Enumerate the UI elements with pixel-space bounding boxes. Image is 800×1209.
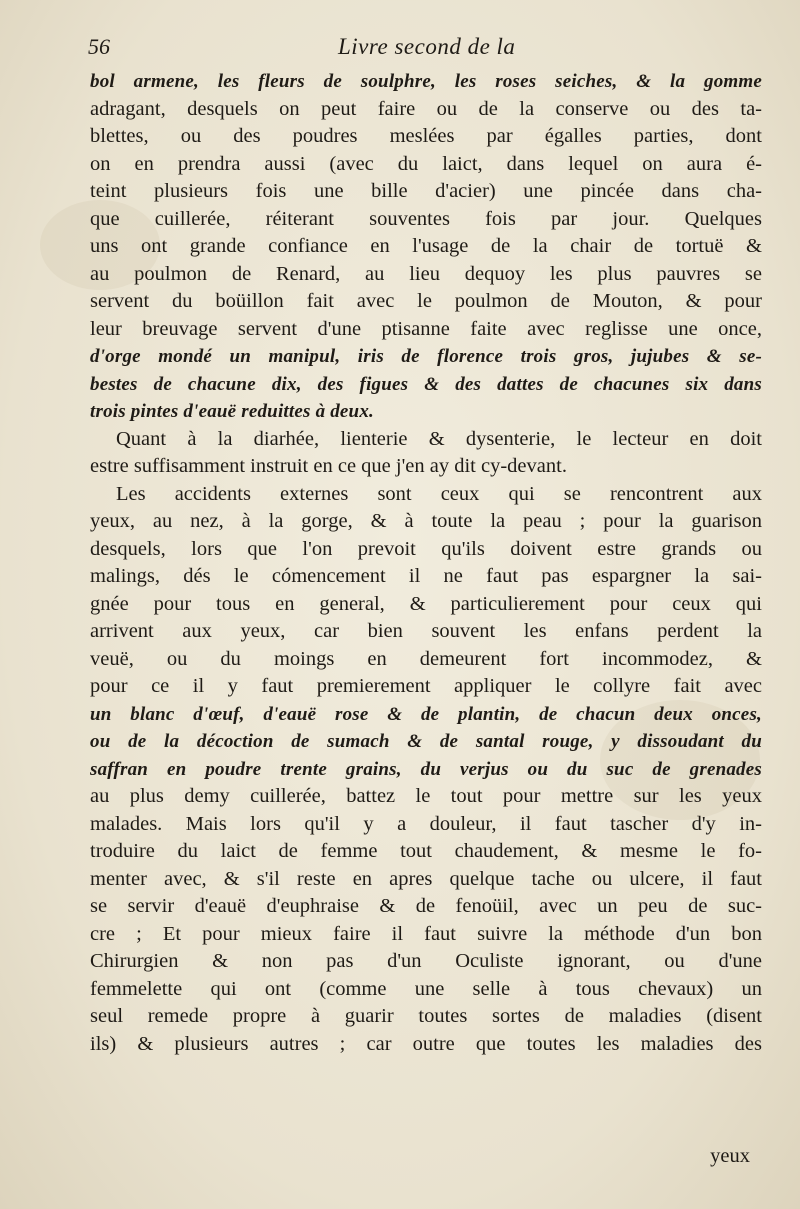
text-line: arrivent aux yeux, car bien souvent les enfans perdent la: [90, 620, 762, 642]
text-line: au poulmon de Renard, au lieu dequoy les plus pauvres se: [90, 262, 762, 285]
text-line: desquels, lors que l'on prevoit qu'ils doivent estre grands ou: [90, 537, 762, 560]
text-line: que cuillerée, réiterant souventes fois par jour. Quelques: [90, 207, 762, 230]
text-line: on en prendra aussi (avec du laict, dans lequel on aura é-: [90, 152, 762, 175]
text-line: ils) & plusieurs autres ; car outre que toutes les maladies des: [90, 1032, 762, 1055]
text-line: yeux, au nez, à la gorge, & à toute la peau ; pour la guarison: [90, 510, 762, 532]
text-line: au plus demy cuillerée, battez le tout pour mettre sur les yeux: [90, 785, 762, 807]
text-line: Quant à la diarhée, lienterie & dysenterie, le lecteur en doit: [116, 427, 762, 450]
text-line: blettes, ou des poudres meslées par égalles parties, dont: [90, 125, 762, 147]
text-line: Les accidents externes sont ceux qui se rencontrent aux: [116, 482, 762, 505]
text-line: pour ce il y faut premierement appliquer le collyre fait avec: [90, 675, 762, 697]
text-line: teint plusieurs fois une bille d'acier) une pincée dans cha-: [90, 180, 762, 202]
text-line: femmelette qui ont (comme une selle à tous chevaux) un: [90, 977, 762, 1000]
text-line: malings, dés le cómencement il ne faut pas espargner la sai-: [90, 565, 762, 587]
text-line: estre suffisamment instruit en ce que j'en ay dit cy-devant.: [90, 455, 567, 477]
text-line: adragant, desquels on peut faire ou de la conserve ou des ta-: [90, 97, 762, 120]
text-line: bestes de chacune dix, des figues & des dattes de chacunes six dans: [90, 373, 762, 395]
text-line: cre ; Et pour mieux faire il faut suivre la méthode d'un bon: [90, 922, 762, 945]
text-line: gnée pour tous en general, & particulierement pour ceux qui: [90, 592, 762, 615]
text-line: Chirurgien & non pas d'un Oculiste ignorant, ou d'une: [90, 950, 762, 972]
text-line: menter avec, & s'il reste en apres quelque tache ou ulcere, il faut: [90, 867, 762, 890]
text-line: d'orge mondé un manipul, iris de florence trois gros, jujubes & se-: [90, 346, 762, 367]
text-line: veuë, ou du moings en demeurent fort incommodez, &: [90, 647, 762, 670]
text-line: malades. Mais lors qu'il y a douleur, il faut tascher d'y in-: [90, 812, 762, 835]
page-number: 56: [88, 34, 110, 59]
text-line: troduire du laict de femme tout chaudement, & mesme le fo-: [90, 840, 762, 862]
catchword: yeux: [710, 1145, 750, 1167]
text-line: bol armene, les fleurs de soulphre, les roses seiches, & la gomme: [90, 71, 762, 92]
text-line: leur breuvage servent d'une ptisanne faite avec reglisse une once,: [90, 317, 762, 340]
text-line: saffran en poudre trente grains, du verjus ou du suc de grenades: [90, 758, 762, 780]
text-line: se servir d'eauë d'euphraise & de fenoüil, avec un peu de suc-: [90, 895, 762, 917]
text-line: un blanc d'œuf, d'eauë rose & de plantin, de chacun deux onces,: [90, 703, 762, 725]
text-line: ou de la décoction de sumach & de santal rouge, y dissoudant du: [90, 731, 762, 752]
text-line: servent du boüillon fait avec le poulmon de Mouton, & pour: [90, 290, 762, 312]
body-text: [90, 68, 762, 1058]
text-line: trois pintes d'eauë reduittes à deux.: [90, 401, 374, 422]
text-line: uns ont grande confiance en l'usage de la chair de tortuë &: [90, 235, 762, 257]
running-title: Livre second de la: [338, 34, 516, 59]
page-header: [88, 34, 760, 64]
text-line: seul remede propre à guarir toutes sortes de maladies (disent: [90, 1005, 762, 1027]
